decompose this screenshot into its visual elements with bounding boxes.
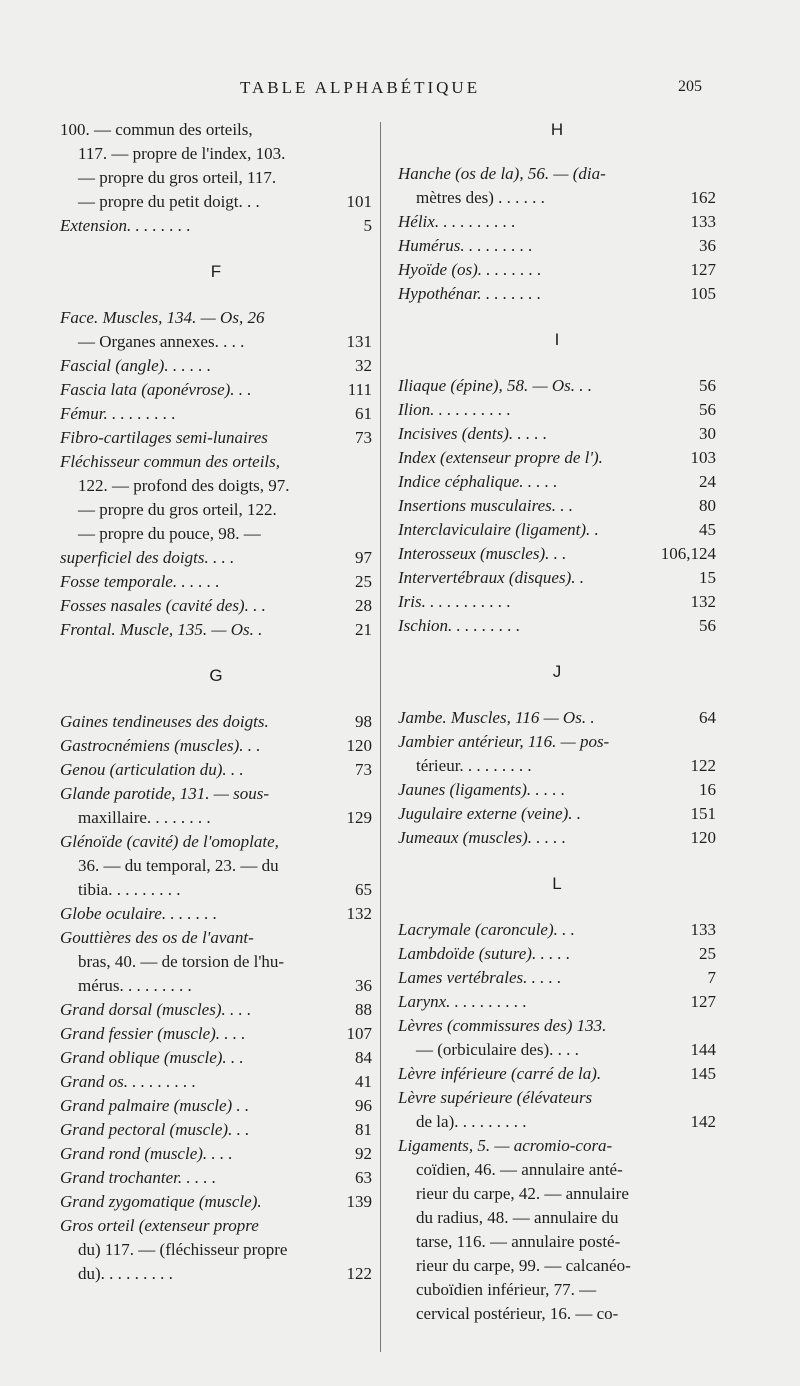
entry-line: mérus. . . . . . . . . 36 bbox=[60, 974, 372, 998]
entry-line: Ischion. . . . . . . . . 56 bbox=[398, 614, 716, 638]
index-entry bbox=[60, 190, 372, 214]
page-reference: 88 bbox=[355, 1000, 372, 1019]
page-reference: 25 bbox=[355, 572, 372, 591]
entry-line: Interclaviculaire (ligament). . 45 bbox=[398, 518, 716, 542]
index-entry bbox=[398, 706, 716, 730]
h-entries bbox=[398, 162, 716, 306]
index-entry bbox=[60, 998, 372, 1022]
entry-line: 36. — du temporal, 23. — du bbox=[78, 856, 279, 875]
entry-line: Iris. . . . . . . . . . . 132 bbox=[398, 590, 716, 614]
left-column bbox=[60, 118, 372, 1286]
entry-line: Hypothénar. . . . . . . . 105 bbox=[398, 282, 716, 306]
page-reference: 25 bbox=[699, 944, 716, 963]
page-reference: 84 bbox=[355, 1048, 372, 1067]
entry-line: Face. Muscles, 134. — Os, 26 bbox=[60, 308, 265, 327]
index-entry bbox=[60, 734, 372, 758]
entry-line: Fléchisseur commun des orteils, bbox=[60, 452, 281, 471]
page-reference: 73 bbox=[355, 760, 372, 779]
index-entry bbox=[398, 234, 716, 258]
entry-line: tarse, 116. — annulaire posté- bbox=[416, 1232, 621, 1251]
entry-line: Lacrymale (caroncule). . . 133 bbox=[398, 918, 716, 942]
entry-line: coïdien, 46. — annulaire anté- bbox=[416, 1160, 623, 1179]
page-reference: 36 bbox=[355, 976, 372, 995]
entry-line: rieur du carpe, 99. — calcanéo- bbox=[416, 1256, 631, 1275]
page-reference: 97 bbox=[355, 548, 372, 567]
page-header bbox=[0, 78, 800, 108]
index-entry bbox=[398, 1038, 716, 1062]
page-reference: 132 bbox=[346, 904, 372, 923]
index-entry bbox=[60, 1070, 372, 1094]
page-reference: 98 bbox=[355, 712, 372, 731]
index-entry bbox=[398, 1134, 716, 1326]
page-reference: 120 bbox=[346, 736, 372, 755]
entry-line: Hélix. . . . . . . . . . 133 bbox=[398, 210, 716, 234]
index-entry bbox=[60, 1094, 372, 1118]
index-entry bbox=[398, 730, 716, 778]
entry-line: du) 117. — (fléchisseur propre bbox=[78, 1240, 288, 1259]
entry-line: Grand fessier (muscle). . . . 107 bbox=[60, 1022, 372, 1046]
entry-line: Grand os. . . . . . . . . 41 bbox=[60, 1070, 372, 1094]
index-entry bbox=[60, 1046, 372, 1070]
entry-line: — Organes annexes. . . . 131 bbox=[60, 330, 372, 354]
section-letter-j: J bbox=[552, 662, 562, 681]
page-reference: 81 bbox=[355, 1120, 372, 1139]
page-reference: 24 bbox=[699, 472, 716, 491]
right-column bbox=[398, 118, 716, 1326]
index-entry bbox=[60, 758, 372, 782]
entry-line: — (orbiculaire des). . . . 144 bbox=[398, 1038, 716, 1062]
entry-line: du). . . . . . . . . 122 bbox=[60, 1262, 372, 1286]
index-entry bbox=[398, 258, 716, 282]
page-reference: 145 bbox=[690, 1064, 716, 1083]
index-entry bbox=[398, 542, 716, 566]
page-reference: 5 bbox=[363, 216, 372, 235]
entry-line: Iliaque (épine), 58. — Os. . . 56 bbox=[398, 374, 716, 398]
entry-line: Genou (articulation du). . . 73 bbox=[60, 758, 372, 782]
l-entries bbox=[398, 918, 716, 1326]
entry-line: Fosse temporale. . . . . . 25 bbox=[60, 570, 372, 594]
entry-line: Hyoïde (os). . . . . . . . 127 bbox=[398, 258, 716, 282]
page-reference: 127 bbox=[690, 260, 716, 279]
page-reference: 15 bbox=[699, 568, 716, 587]
index-entry bbox=[398, 446, 716, 470]
page-reference: 162 bbox=[690, 188, 716, 207]
page-reference: 7 bbox=[707, 968, 716, 987]
entry-line: Grand palmaire (muscle) . . 96 bbox=[60, 1094, 372, 1118]
index-entry bbox=[398, 918, 716, 942]
page-reference: 28 bbox=[355, 596, 372, 615]
page-reference: 56 bbox=[699, 376, 716, 395]
section-letter-l: L bbox=[552, 874, 562, 893]
page-reference: 151 bbox=[690, 804, 716, 823]
page-reference: 41 bbox=[355, 1072, 372, 1091]
page-reference: 56 bbox=[699, 400, 716, 419]
section-letter-g: G bbox=[209, 666, 223, 685]
index-entry bbox=[398, 566, 716, 590]
running-title: TABLE ALPHABÉTIQUE bbox=[240, 78, 481, 97]
top-entries bbox=[60, 118, 372, 238]
entry-line: Lambdoïde (suture). . . . . 25 bbox=[398, 942, 716, 966]
entry-line: cervical postérieur, 16. — co- bbox=[416, 1304, 619, 1323]
index-entry bbox=[398, 942, 716, 966]
page-reference: 101 bbox=[346, 192, 372, 211]
entry-line: du radius, 48. — annulaire du bbox=[416, 1208, 619, 1227]
entry-line: Jambe. Muscles, 116 — Os. . 64 bbox=[398, 706, 716, 730]
entry-line: Lèvres (commissures des) 133. bbox=[398, 1016, 607, 1035]
index-entry bbox=[398, 470, 716, 494]
index-entry bbox=[60, 710, 372, 734]
entry-line: rieur du carpe, 42. — annulaire bbox=[416, 1184, 629, 1203]
entry-line: Lèvre supérieure (élévateurs bbox=[398, 1088, 593, 1107]
entry-line: Gastrocnémiens (muscles). . . 120 bbox=[60, 734, 372, 758]
entry-line: Interosseux (muscles). . . 106,124 bbox=[398, 542, 716, 566]
index-entry bbox=[60, 118, 372, 190]
index-entry bbox=[60, 1022, 372, 1046]
index-entry bbox=[398, 1086, 716, 1134]
index-entry bbox=[60, 830, 372, 902]
page-reference: 65 bbox=[355, 880, 372, 899]
page-reference: 61 bbox=[355, 404, 372, 423]
index-entry bbox=[398, 590, 716, 614]
entry-line: maxillaire. . . . . . . . 129 bbox=[60, 806, 372, 830]
index-entry bbox=[60, 594, 372, 618]
f-entries bbox=[60, 306, 372, 642]
index-entry bbox=[398, 210, 716, 234]
page-reference: 120 bbox=[690, 828, 716, 847]
column-divider bbox=[380, 122, 381, 1352]
entry-line: Fascia lata (aponévrose). . . 111 bbox=[60, 378, 372, 402]
entry-line: Extension. . . . . . . . 5 bbox=[60, 214, 372, 238]
entry-line: Larynx. . . . . . . . . . 127 bbox=[398, 990, 716, 1014]
entry-line: 100. — commun des orteils, bbox=[60, 120, 253, 139]
page-reference: 132 bbox=[690, 592, 716, 611]
entry-line: Fascial (angle). . . . . . 32 bbox=[60, 354, 372, 378]
index-entry bbox=[60, 570, 372, 594]
page-reference: 64 bbox=[699, 708, 716, 727]
index-entry bbox=[60, 450, 372, 546]
i-entries bbox=[398, 374, 716, 638]
page-reference: 105 bbox=[690, 284, 716, 303]
entry-line: Indice céphalique. . . . . 24 bbox=[398, 470, 716, 494]
entry-line: 122. — profond des doigts, 97. bbox=[78, 476, 290, 495]
index-entry bbox=[60, 426, 372, 450]
entry-line: térieur. . . . . . . . . 122 bbox=[398, 754, 716, 778]
page-reference: 139 bbox=[346, 1192, 372, 1211]
entry-line: tibia. . . . . . . . . 65 bbox=[60, 878, 372, 902]
entry-line: Ligaments, 5. — acromio-cora- bbox=[398, 1136, 613, 1155]
section-letter-f: F bbox=[210, 262, 222, 281]
index-entry bbox=[398, 614, 716, 638]
index-entry bbox=[60, 926, 372, 998]
page-reference: 129 bbox=[346, 808, 372, 827]
entry-line: Grand zygomatique (muscle). 139 bbox=[60, 1190, 372, 1214]
entry-line: Lames vertébrales. . . . . 7 bbox=[398, 966, 716, 990]
entry-line: Grand trochanter. . . . . 63 bbox=[60, 1166, 372, 1190]
index-entry bbox=[398, 778, 716, 802]
index-entry bbox=[60, 1166, 372, 1190]
index-entry bbox=[60, 402, 372, 426]
entry-line: — propre du gros orteil, 122. bbox=[78, 500, 277, 519]
entry-line: Jugulaire externe (veine). . 151 bbox=[398, 802, 716, 826]
page-reference: 111 bbox=[347, 380, 372, 399]
index-entry bbox=[60, 214, 372, 238]
entry-line: Jaunes (ligaments). . . . . 16 bbox=[398, 778, 716, 802]
page-reference: 16 bbox=[699, 780, 716, 799]
entry-line: Gros orteil (extenseur propre bbox=[60, 1216, 259, 1235]
page-reference: 106,124 bbox=[660, 544, 716, 563]
entry-line: 117. — propre de l'index, 103. bbox=[78, 144, 286, 163]
entry-line: Grand oblique (muscle). . . 84 bbox=[60, 1046, 372, 1070]
entry-line: Hanche (os de la), 56. — (dia- bbox=[398, 164, 606, 183]
entry-line: Fosses nasales (cavité des). . . 28 bbox=[60, 594, 372, 618]
section-letter-i: I bbox=[554, 330, 560, 349]
page-reference: 73 bbox=[355, 428, 372, 447]
index-entry bbox=[60, 354, 372, 378]
index-entry bbox=[60, 378, 372, 402]
page-reference: 122 bbox=[690, 756, 716, 775]
entry-line: Frontal. Muscle, 135. — Os. . 21 bbox=[60, 618, 372, 642]
index-entry bbox=[398, 162, 716, 210]
g-entries bbox=[60, 710, 372, 1286]
index-entry bbox=[398, 826, 716, 850]
index-entry bbox=[60, 1118, 372, 1142]
index-entry bbox=[398, 966, 716, 990]
entry-line: cuboïdien inférieur, 77. — bbox=[416, 1280, 597, 1299]
index-entry bbox=[60, 1214, 372, 1286]
page-reference: 21 bbox=[355, 620, 372, 639]
entry-line: — propre du petit doigt. . . 101 bbox=[60, 190, 372, 214]
entry-line: superficiel des doigts. . . . 97 bbox=[60, 546, 372, 570]
page-reference: 122 bbox=[346, 1264, 372, 1283]
j-entries bbox=[398, 706, 716, 850]
entry-line: Incisives (dents). . . . . 30 bbox=[398, 422, 716, 446]
index-entry bbox=[60, 1142, 372, 1166]
page-number: 205 bbox=[678, 78, 702, 95]
entry-line: Glande parotide, 131. — sous- bbox=[60, 784, 270, 803]
entry-line: Grand rond (muscle). . . . 92 bbox=[60, 1142, 372, 1166]
page-reference: 63 bbox=[355, 1168, 372, 1187]
page-reference: 103 bbox=[690, 448, 716, 467]
entry-line: mètres des) . . . . . . 162 bbox=[398, 186, 716, 210]
page-reference: 36 bbox=[699, 236, 716, 255]
page-reference: 133 bbox=[690, 920, 716, 939]
index-entry bbox=[60, 330, 372, 354]
index-entry bbox=[398, 374, 716, 398]
entry-line: Fibro-cartilages semi-lunaires 73 bbox=[60, 426, 372, 450]
index-entry bbox=[398, 494, 716, 518]
page-reference: 96 bbox=[355, 1096, 372, 1115]
index-entry bbox=[60, 902, 372, 926]
page-reference: 107 bbox=[346, 1024, 372, 1043]
entry-line: Grand dorsal (muscles). . . . 88 bbox=[60, 998, 372, 1022]
entry-line: bras, 40. — de torsion de l'hu- bbox=[78, 952, 285, 971]
section-letter-h: H bbox=[550, 120, 564, 139]
page-reference: 45 bbox=[699, 520, 716, 539]
page-reference: 127 bbox=[690, 992, 716, 1011]
page-reference: 32 bbox=[355, 356, 372, 375]
index-entry bbox=[60, 546, 372, 570]
page-reference: 30 bbox=[699, 424, 716, 443]
entry-line: Gaines tendineuses des doigts. 98 bbox=[60, 710, 372, 734]
index-entry bbox=[60, 782, 372, 830]
entry-line: Index (extenseur propre de l'). 103 bbox=[398, 446, 716, 470]
entry-line: Jumeaux (muscles). . . . . 120 bbox=[398, 826, 716, 850]
entry-line: Ilion. . . . . . . . . . 56 bbox=[398, 398, 716, 422]
index-entry bbox=[60, 306, 372, 330]
page-reference: 142 bbox=[690, 1112, 716, 1131]
page-reference: 144 bbox=[690, 1040, 716, 1059]
entry-line: Globe oculaire. . . . . . . 132 bbox=[60, 902, 372, 926]
entry-line: — propre du gros orteil, 117. bbox=[78, 168, 277, 187]
index-entry bbox=[60, 1190, 372, 1214]
entry-line: Jambier antérieur, 116. — pos- bbox=[398, 732, 610, 751]
index-entry bbox=[398, 398, 716, 422]
page-reference: 92 bbox=[355, 1144, 372, 1163]
entry-line: Fémur. . . . . . . . . 61 bbox=[60, 402, 372, 426]
index-entry bbox=[398, 282, 716, 306]
page-reference: 56 bbox=[699, 616, 716, 635]
page-reference: 131 bbox=[346, 332, 372, 351]
entry-line: Lèvre inférieure (carré de la). 145 bbox=[398, 1062, 716, 1086]
entry-line: Gouttières des os de l'avant- bbox=[60, 928, 254, 947]
index-entry bbox=[398, 1014, 716, 1038]
entry-line: de la). . . . . . . . . 142 bbox=[398, 1110, 716, 1134]
index-entry bbox=[60, 618, 372, 642]
index-entry bbox=[398, 1062, 716, 1086]
entry-line: Glénoïde (cavité) de l'omoplate, bbox=[60, 832, 279, 851]
entry-line: — propre du pouce, 98. — bbox=[78, 524, 261, 543]
entry-line: Grand pectoral (muscle). . . 81 bbox=[60, 1118, 372, 1142]
index-entry bbox=[398, 518, 716, 542]
index-entry bbox=[398, 422, 716, 446]
entry-line: Humérus. . . . . . . . . 36 bbox=[398, 234, 716, 258]
index-entry bbox=[398, 990, 716, 1014]
index-entry bbox=[398, 802, 716, 826]
entry-line: Insertions musculaires. . . 80 bbox=[398, 494, 716, 518]
page-reference: 80 bbox=[699, 496, 716, 515]
page-reference: 133 bbox=[690, 212, 716, 231]
entry-line: Intervertébraux (disques). . 15 bbox=[398, 566, 716, 590]
